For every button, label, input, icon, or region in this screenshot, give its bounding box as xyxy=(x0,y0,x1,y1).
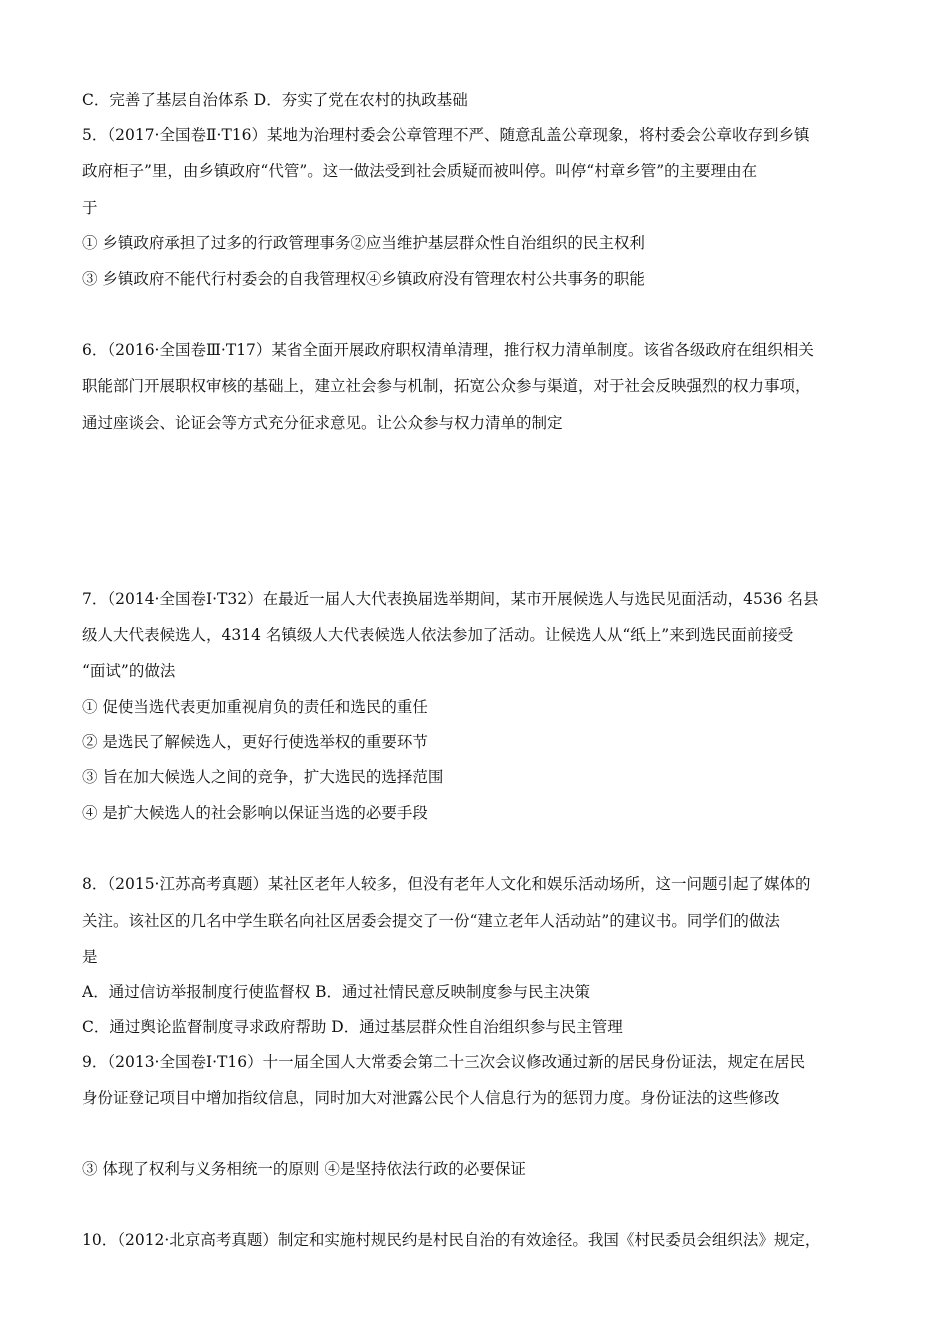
question-5-stem: 于 xyxy=(82,199,98,217)
question-8-options: A．通过信访举报制度行使监督权 B．通过社情民意反映制度参与民主决策 xyxy=(82,983,591,1001)
question-8-stem: 8．（2015·江苏高考真题）某社区老年人较多，但没有老年人文化和娱乐活动场所，这一问题引起了媒体的 xyxy=(82,875,811,893)
question-7-statements: ② 是选民了解候选人，更好行使选举权的重要环节 xyxy=(82,733,428,751)
question-8-stem: 是 xyxy=(82,948,98,966)
question-9-statements: ③ 体现了权利与义务相统一的原则 ④是坚持依法行政的必要保证 xyxy=(82,1160,526,1178)
question-9-stem: 身份证登记项目中增加指纹信息，同时加大对泄露公民个人信息行为的惩罚力度。身份证法的这些修改 xyxy=(82,1089,780,1107)
question-9-stem: 9．（2013·全国卷Ⅰ·T16）十一届全国人大常委会第二十三次会议修改通过新的居民身份证法，规定在居民 xyxy=(82,1053,806,1071)
question-7-statements: ① 促使当选代表更加重视肩负的责任和选民的重任 xyxy=(82,698,428,716)
question-5-statements: ① 乡镇政府承担了过多的行政管理事务②应当维护基层群众性自治组织的民主权利 xyxy=(82,234,645,252)
question-5-stem: 政府柜子”里，由乡镇政府“代管”。这一做法受到社会质疑而被叫停。叫停“村章乡管”的主要理由在 xyxy=(82,162,758,180)
question-7-stem: “面试”的做法 xyxy=(82,662,176,680)
question-8-options: C．通过舆论监督制度寻求政府帮助 D．通过基层群众性自治组织参与民主管理 xyxy=(82,1018,623,1036)
question-6-stem: 职能部门开展职权审核的基础上，建立社会参与机制，拓宽公众参与渠道，对于社会反映强烈的权力事项， xyxy=(82,377,811,395)
question-7-statements: ③ 旨在加大候选人之间的竞争，扩大选民的选择范围 xyxy=(82,768,444,786)
question-5-statements: ③ 乡镇政府不能代行村委会的自我管理权④乡镇政府没有管理农村公共事务的职能 xyxy=(82,270,645,288)
question-10-stem: 10．（2012·北京高考真题）制定和实施村规民约是村民自治的有效途径。我国《村民委员会组织法》规定， xyxy=(82,1231,821,1249)
question-7-stem: 7．（2014·全国卷Ⅰ·T32）在最近一届人大代表换届选举期间，某市开展候选人与选民见面活动，4536 名县 xyxy=(82,590,819,608)
question-7-stem: 级人大代表候选人，4314 名镇级人大代表候选人依法参加了活动。让候选人从“纸上”来到选民面前接受 xyxy=(82,626,794,644)
question-8-stem: 关注。该社区的几名中学生联名向社区居委会提交了一份“建立老年人活动站”的建议书。同学们的做法 xyxy=(82,912,780,930)
question-7-statements: ④ 是扩大候选人的社会影响以保证当选的必要手段 xyxy=(82,804,428,822)
question-6-stem: 6．（2016·全国卷Ⅲ·T17）某省全面开展政府职权清单清理，推行权力清单制度。该省各级政府在组织相关 xyxy=(82,341,814,359)
question-4-options-cd: C．完善了基层自治体系 D．夯实了党在农村的执政基础 xyxy=(82,91,468,109)
question-5-stem: 5．（2017·全国卷Ⅱ·T16）某地为治理村委会公章管理不严、随意乱盖公章现象，将村委会公章收存到乡镇 xyxy=(82,126,810,144)
question-6-stem: 通过座谈会、论证会等方式充分征求意见。让公众参与权力清单的制定 xyxy=(82,414,563,432)
